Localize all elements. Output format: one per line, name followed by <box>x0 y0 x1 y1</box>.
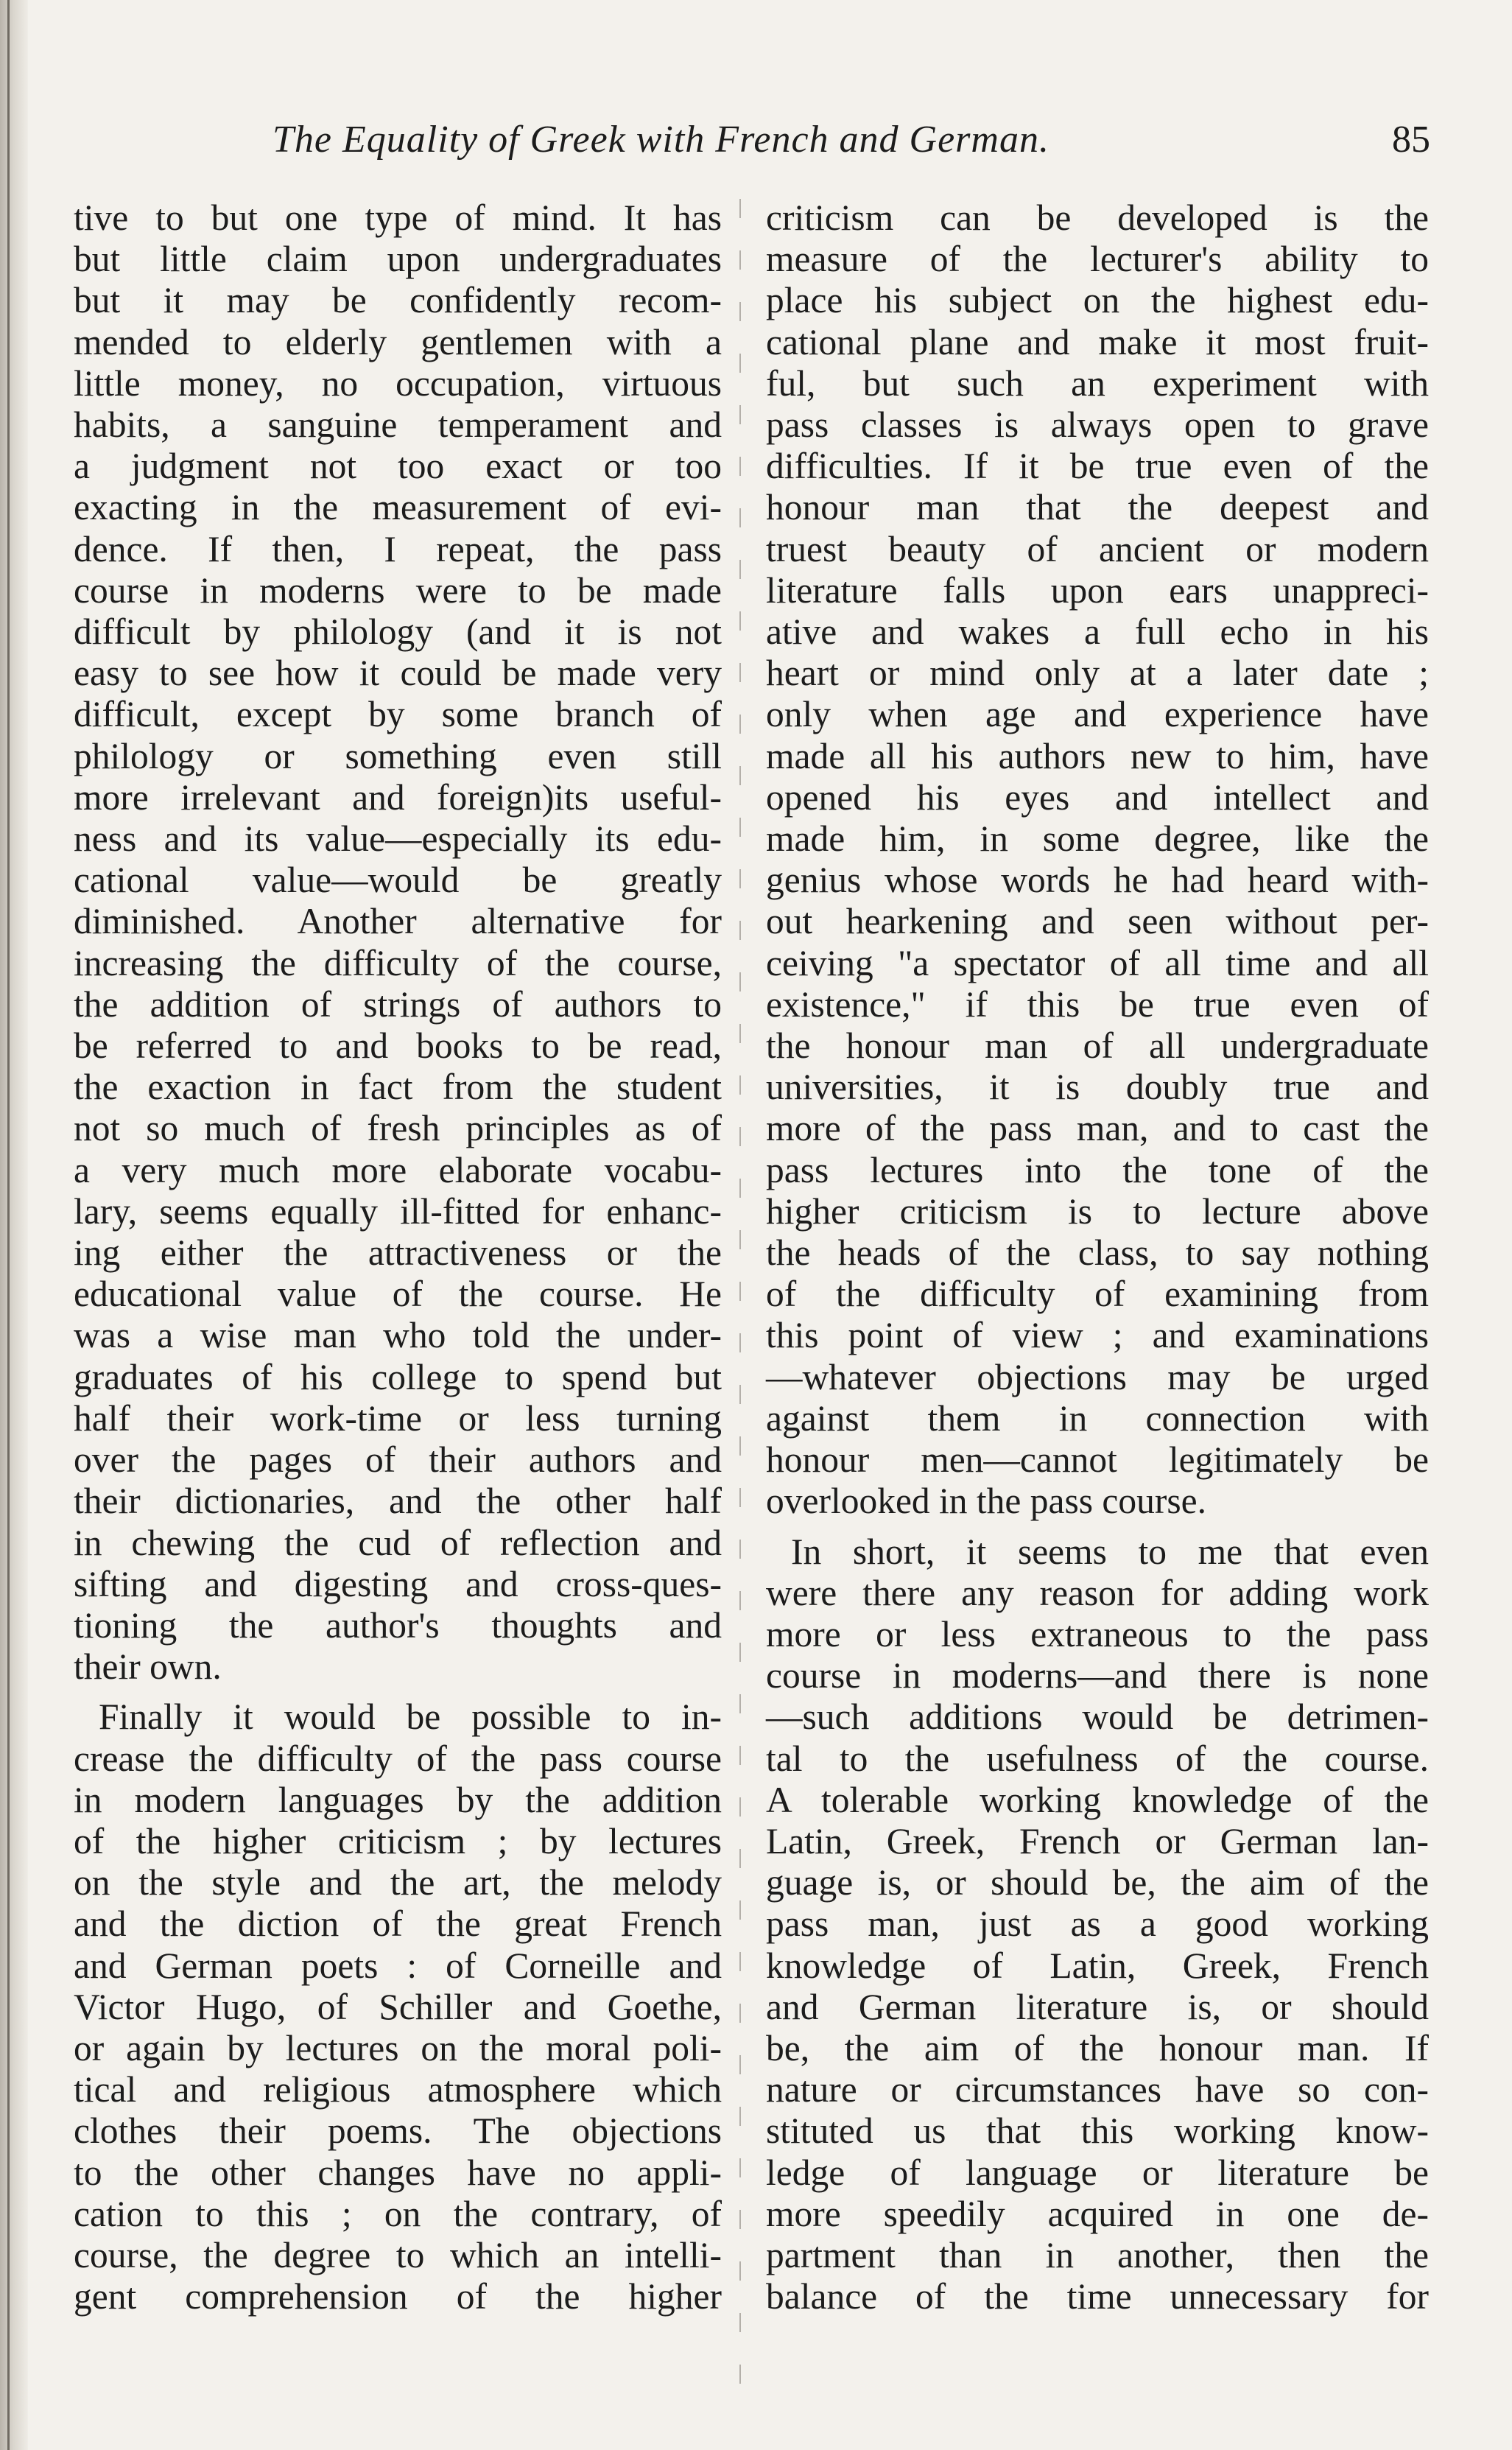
text-line: existence," if this be true even of <box>766 983 1429 1025</box>
text-line: graduates of his college to spend but <box>74 1356 722 1397</box>
text-line: stituted us that this working know- <box>766 2110 1429 2152</box>
text-line: made him, in some degree, like the <box>766 818 1429 860</box>
text-line: In short, it seems to me that even <box>791 1531 1429 1572</box>
text-line: be, the aim of the honour man. If <box>766 2027 1429 2068</box>
text-line: easy to see how it could be made very <box>74 653 722 694</box>
text-line: the addition of strings of authors to <box>74 983 722 1025</box>
text-line: educational value of the course. He <box>74 1274 722 1315</box>
column-divider <box>739 199 741 2409</box>
text-line: cation to this ; on the contrary, of <box>74 2193 722 2234</box>
paragraph <box>766 1531 1429 2318</box>
text-line: but it may be confidently recom- <box>74 280 722 321</box>
text-line: a judgment not too exact or too <box>74 446 722 487</box>
text-line: criticism can be developed is the <box>766 197 1429 238</box>
text-line: partment than in another, then the <box>766 2234 1429 2275</box>
text-line: over the pages of their authors and <box>74 1439 722 1481</box>
text-line: little money, no occupation, virtuous <box>74 362 722 404</box>
text-line: tive to but one type of mind. It has <box>74 197 722 238</box>
text-line: measure of the lecturer's ability to <box>766 239 1429 280</box>
text-line: philology or something even still <box>74 735 722 776</box>
paragraph-gap <box>74 1688 722 1696</box>
text-line: universities, it is doubly true and <box>766 1067 1429 1108</box>
text-line: tal to the usefulness of the course. <box>766 1738 1429 1779</box>
text-line: pass classes is always open to grave <box>766 404 1429 446</box>
left-column <box>74 197 722 2317</box>
text-line: tical and religious atmosphere which <box>74 2069 722 2110</box>
text-line: Latin, Greek, French or German lan- <box>766 1820 1429 1861</box>
text-line: and German literature is, or should <box>766 1986 1429 2027</box>
text-line: truest beauty of ancient or modern <box>766 528 1429 569</box>
text-line: —such additions would be detrimen- <box>766 1696 1429 1738</box>
text-line: exacting in the measurement of evi- <box>74 487 722 528</box>
page-header <box>0 118 1512 177</box>
text-line: only when age and experience have <box>766 694 1429 735</box>
text-line: literature falls upon ears unappreci- <box>766 569 1429 611</box>
text-line: —whatever objections may be urged <box>766 1356 1429 1397</box>
text-line: ness and its value—especially its edu- <box>74 818 722 860</box>
text-line: ful, but such an experiment with <box>766 362 1429 404</box>
paragraph <box>766 197 1429 1523</box>
text-line: more speedily acquired in one de- <box>766 2193 1429 2234</box>
text-line: in chewing the cud of reflection and <box>74 1522 722 1563</box>
text-line: diminished. Another alternative for <box>74 901 722 942</box>
text-line: lary, seems equally ill-fitted for enhanc- <box>74 1190 722 1232</box>
text-line: their dictionaries, and the other half <box>74 1481 722 1522</box>
text-line: course, the degree to which an intelli- <box>74 2234 722 2275</box>
text-line: knowledge of Latin, Greek, French <box>766 1945 1429 1986</box>
text-line: out hearkening and seen without per- <box>766 901 1429 942</box>
text-line: ing either the attractiveness or the <box>74 1232 722 1274</box>
text-line: the heads of the class, to say nothing <box>766 1232 1429 1274</box>
text-line: course in moderns—and there is none <box>766 1655 1429 1696</box>
page-number: 85 <box>1392 119 1430 161</box>
text-line: difficulties. If it be true even of the <box>766 446 1429 487</box>
text-line: clothes their poems. The objections <box>74 2110 722 2152</box>
text-line: tioning the author's thoughts and <box>74 1604 722 1646</box>
text-line: heart or mind only at a later date ; <box>766 653 1429 694</box>
text-line: opened his eyes and intellect and <box>766 776 1429 818</box>
text-line: nature or circumstances have so con- <box>766 2069 1429 2110</box>
text-line: place his subject on the highest edu- <box>766 280 1429 321</box>
text-line: balance of the time unnecessary for <box>766 2276 1429 2317</box>
paragraph <box>74 197 722 1688</box>
text-line: on the style and the art, the melody <box>74 1862 722 1903</box>
text-line: sifting and digesting and cross-ques- <box>74 1563 722 1604</box>
text-line: Finally it would be possible to in- <box>99 1696 722 1738</box>
text-line: the honour man of all undergraduate <box>766 1025 1429 1067</box>
text-line: mended to elderly gentlemen with a <box>74 321 722 362</box>
paragraph-gap <box>766 1523 1429 1531</box>
text-line: ceiving "a spectator of all time and all <box>766 942 1429 983</box>
running-title: The Equality of Greek with French and German. <box>272 119 1049 161</box>
text-line: against them in connection with <box>766 1397 1429 1439</box>
text-line: made all his authors new to him, have <box>766 735 1429 776</box>
text-line: ative and wakes a full echo in his <box>766 611 1429 653</box>
text-line: of the difficulty of examining from <box>766 1274 1429 1315</box>
text-line: dence. If then, I repeat, the pass <box>74 528 722 569</box>
text-line: cational value—would be greatly <box>74 860 722 901</box>
text-line: or again by lectures on the moral poli- <box>74 2027 722 2068</box>
text-line: higher criticism is to lecture above <box>766 1190 1429 1232</box>
text-line: A tolerable working knowledge of the <box>766 1779 1429 1820</box>
text-line: difficult, except by some branch of <box>74 694 722 735</box>
paragraph <box>74 1696 722 2317</box>
text-line: and the diction of the great French <box>74 1903 722 1945</box>
text-line: guage is, or should be, the aim of the <box>766 1862 1429 1903</box>
text-line: pass lectures into the tone of the <box>766 1149 1429 1190</box>
text-line: the exaction in fact from the student <box>74 1067 722 1108</box>
text-line: a very much more elaborate vocabu- <box>74 1149 722 1190</box>
text-line: to the other changes have no appli- <box>74 2152 722 2193</box>
binding-line <box>7 0 10 2450</box>
text-line: more irrelevant and foreign)its useful- <box>74 776 722 818</box>
text-line: pass man, just as a good working <box>766 1903 1429 1945</box>
text-line: overlooked in the pass course. <box>766 1481 1206 1522</box>
text-line: this point of view ; and examinations <box>766 1315 1429 1356</box>
text-line: more or less extraneous to the pass <box>766 1613 1429 1654</box>
page-binding-edge <box>0 0 28 2450</box>
text-line: genius whose words he had heard with- <box>766 860 1429 901</box>
text-line: increasing the difficulty of the course, <box>74 942 722 983</box>
text-line: their own. <box>74 1646 222 1688</box>
text-line: crease the difficulty of the pass course <box>74 1738 722 1779</box>
text-line: cational plane and make it most fruit- <box>766 321 1429 362</box>
text-line: honour men—cannot legitimately be <box>766 1439 1429 1481</box>
text-line: be referred to and books to be read, <box>74 1025 722 1067</box>
text-line: course in moderns were to be made <box>74 569 722 611</box>
right-column <box>766 197 1429 2317</box>
text-line: of the higher criticism ; by lectures <box>74 1820 722 1861</box>
text-line: more of the pass man, and to cast the <box>766 1108 1429 1149</box>
text-line: difficult by philology (and it is not <box>74 611 722 653</box>
text-line: were there any reason for adding work <box>766 1572 1429 1613</box>
text-line: but little claim upon undergraduates <box>74 239 722 280</box>
text-line: half their work-time or less turning <box>74 1397 722 1439</box>
text-line: not so much of fresh principles as of <box>74 1108 722 1149</box>
text-line: and German poets : of Corneille and <box>74 1945 722 1986</box>
text-line: was a wise man who told the under- <box>74 1315 722 1356</box>
text-line: honour man that the deepest and <box>766 487 1429 528</box>
text-line: gent comprehension of the higher <box>74 2276 722 2317</box>
text-line: Victor Hugo, of Schiller and Goethe, <box>74 1986 722 2027</box>
text-line: ledge of language or literature be <box>766 2152 1429 2193</box>
text-line: habits, a sanguine temperament and <box>74 404 722 446</box>
text-line: in modern languages by the addition <box>74 1779 722 1820</box>
